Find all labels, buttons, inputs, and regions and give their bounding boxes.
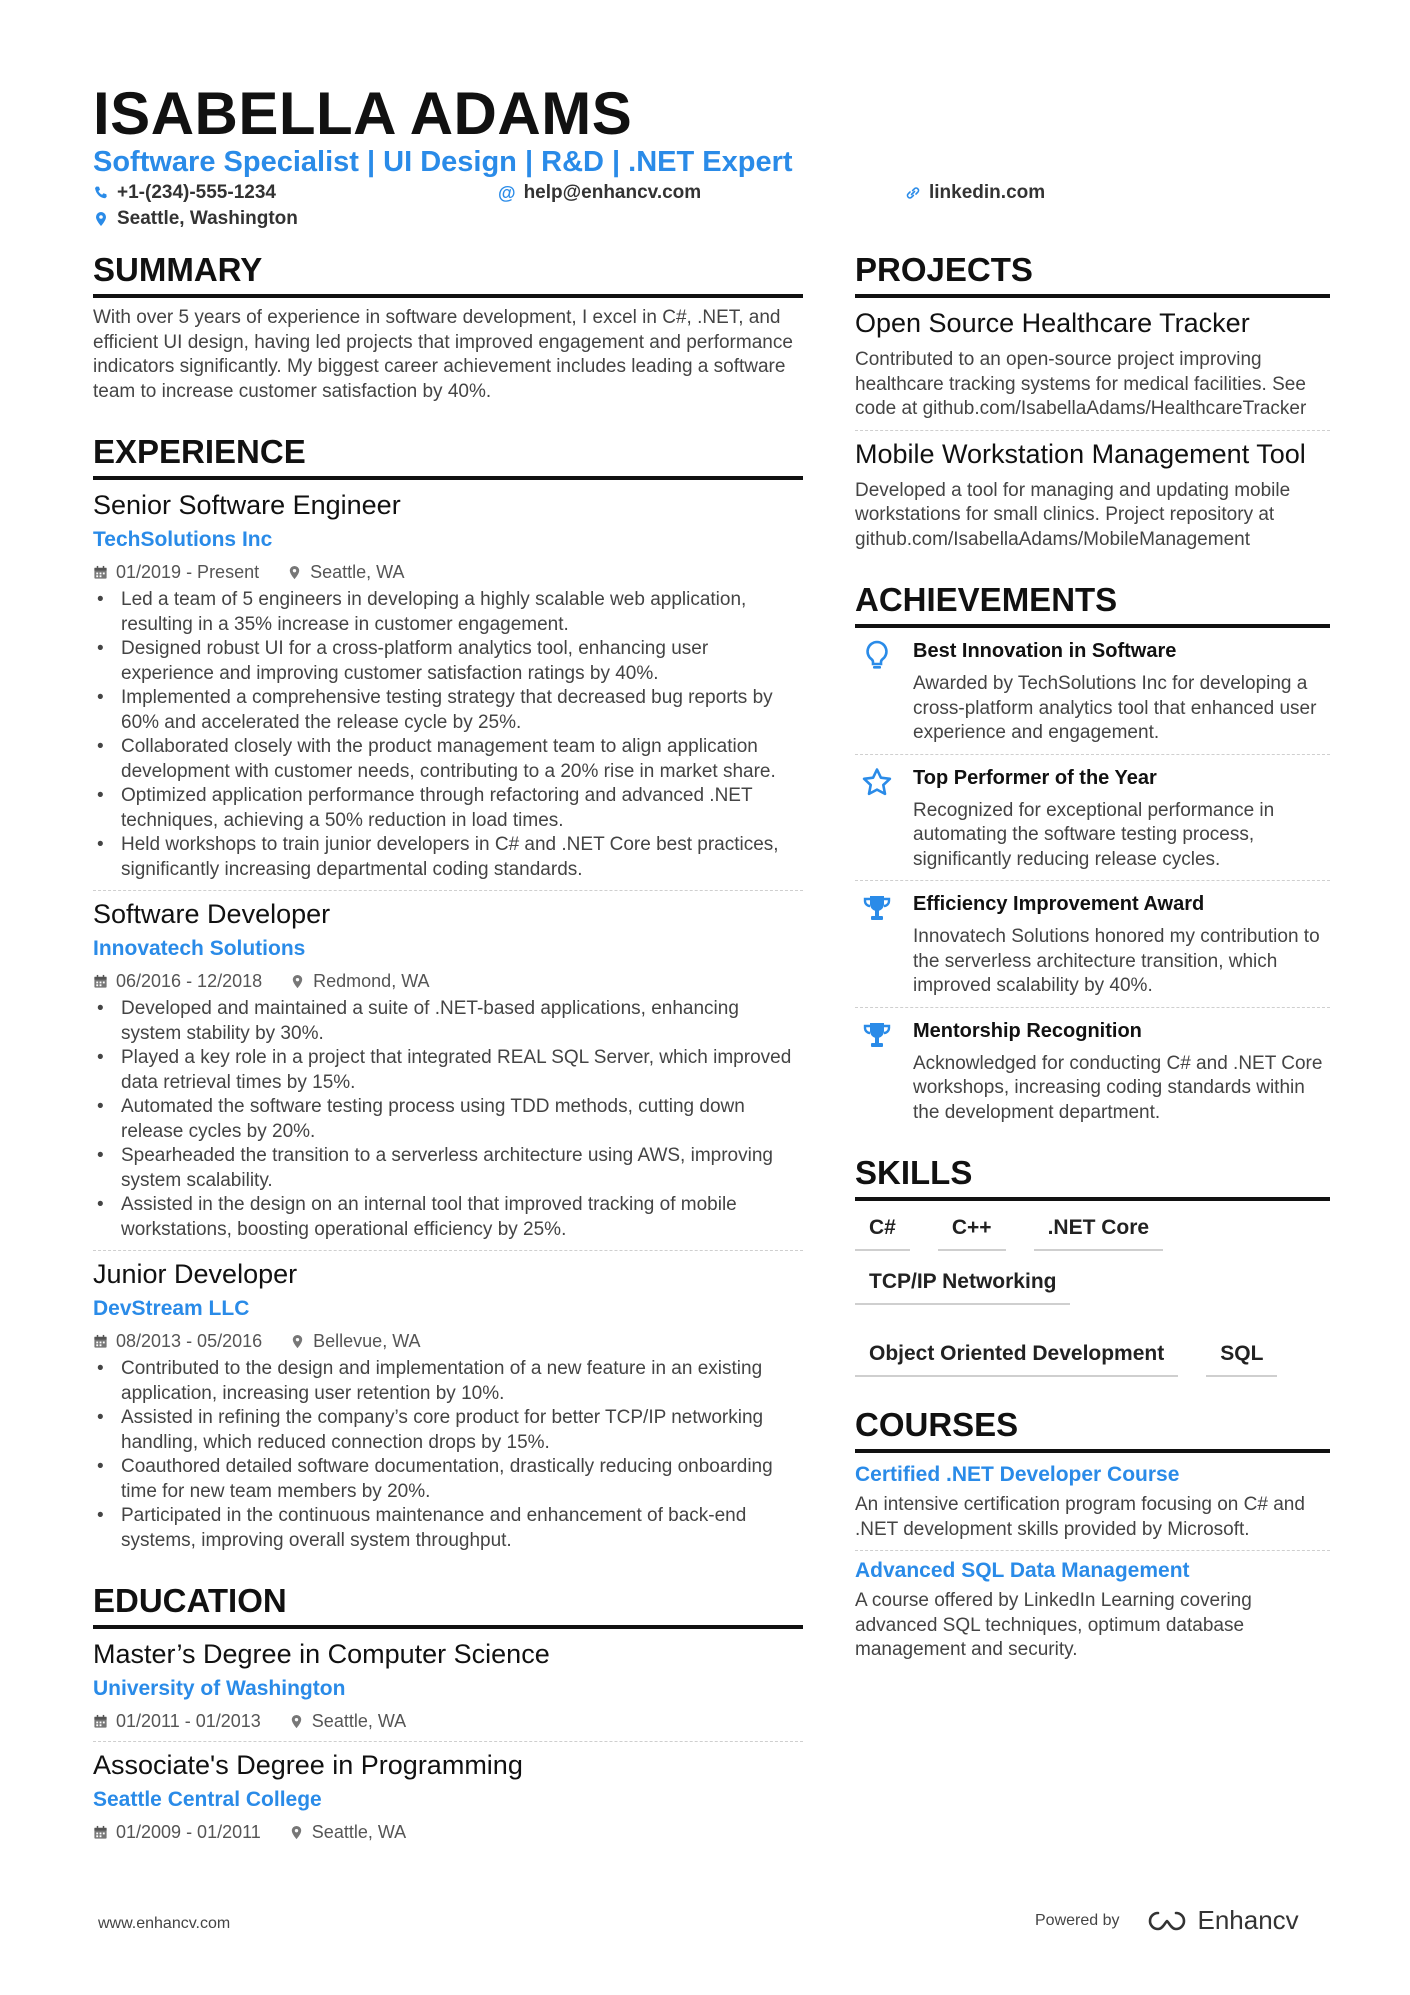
job-location: Seattle, WA [310,562,405,582]
bullet-item: • Participated in the continuous maintenance and enhancement of back-end systems, improving overall system throughput. [93,1504,803,1553]
job-bullets [93,1357,803,1553]
achievement-entry [855,765,1330,873]
bullet-item: • Spearheaded the transition to a serverless architecture using AWS, improving system scalability. [93,1144,803,1193]
footer-branding [1035,1905,1299,1936]
calendar-icon [93,974,108,989]
bullet-item: • Contributed to the design and implementation of a new feature in an existing application, increasing user retention by 10%. [93,1357,803,1406]
project-entry [855,437,1330,553]
location-pin-icon [287,565,302,580]
job-location: Redmond, WA [313,971,430,991]
project-description: Contributed to an open-source project improving healthcare tracking systems for medical facilities. See code at github.com/IsabellaAdams/HealthcareTracker [855,349,1307,419]
achievement-entry [855,1018,1330,1126]
calendar-icon [93,565,108,580]
contact-location [93,207,298,231]
school-name: Seattle Central College [93,1788,322,1811]
job-meta [93,969,803,993]
achievement-description: Awarded by TechSolutions Inc for developing a cross-platform analytics tool that enhanced user experience and engagement. [913,673,1317,743]
education-entry [93,1748,803,1844]
calendar-icon [93,1334,108,1349]
achievement-title: Mentorship Recognition [913,1019,1142,1042]
entry-divider [93,1250,803,1251]
education-location: Seattle, WA [311,1822,407,1842]
entry-divider [855,754,1330,755]
linkedin-text: linkedin.com [929,182,1046,203]
bullet-item: • Assisted in the design on an internal tool that improved tracking of mobile workstations, boosting operational efficiency by 25%. [93,1193,803,1242]
bullet-item: • Developed and maintained a suite of .NET-based applications, enhancing system stability by 30%. [93,997,803,1046]
skill-tag: Object Oriented Development [855,1341,1178,1377]
achievements-heading: ACHIEVEMENTS [855,580,1330,628]
location-pin-icon [289,1825,304,1840]
star-icon [862,767,892,799]
achievement-description: Acknowledged for conducting C# and .NET Core workshops, increasing coding standards within the development department. [913,1052,1323,1123]
entry-divider [855,1007,1330,1008]
degree-title: Master’s Degree in Computer Science [93,1639,550,1669]
project-entry [855,306,1330,422]
bullet-item: • Assisted in refining the company’s core product for better TCP/IP networking handling, which reduced connection drops by 15%. [93,1406,803,1455]
course-entry [855,1557,1330,1663]
education-meta [93,1709,803,1733]
left-column [93,250,803,1844]
email-text: help@enhancv.com [523,182,702,203]
project-name: Open Source Healthcare Tracker [855,308,1250,338]
skills-heading: SKILLS [855,1153,1330,1201]
job-dates: 01/2019 - Present [116,562,260,582]
course-description: An intensive certification program focusing on C# and .NET development skills provided by Microsoft. [855,1494,1305,1540]
achievement-title: Best Innovation in Software [913,640,1177,662]
project-description: Developed a tool for managing and updating mobile workstations for small clinics. Project repository at github.com/IsabellaAdams/MobileManagement [855,479,1291,550]
enhancv-logo-icon [1144,1909,1190,1933]
bullet-item: • Automated the software testing process using TDD methods, cutting down release cycles by 20%. [93,1095,803,1144]
location-pin-icon [290,1334,305,1349]
education-heading: EDUCATION [93,1581,803,1629]
summary-text: With over 5 years of experience in software development, I excel in C#, .NET, and efficient UI design, having led projects that improved engagement and performance indicators significantly. My biggest career achievement includes leading a software team to increase customer satisfaction by 40%. [93,307,793,402]
summary-heading: SUMMARY [93,250,803,298]
achievement-entry [855,891,1330,999]
brand-name: Enhancv [1197,1905,1299,1935]
enhancv-logo[interactable] [1144,1905,1299,1936]
job-title: Software Developer [93,899,331,929]
education-dates: 01/2011 - 01/2013 [116,1711,261,1731]
location-text: Seattle, Washington [117,208,298,229]
link-icon [905,185,921,201]
skill-tag: TCP/IP Networking [855,1269,1070,1305]
bullet-item: • Played a key role in a project that integrated REAL SQL Server, which improved data retrieval times by 15%. [93,1046,803,1095]
course-name: Certified .NET Developer Course [855,1463,1180,1486]
contact-linkedin[interactable] [905,181,1045,205]
calendar-icon [93,1714,108,1729]
course-name: Advanced SQL Data Management [855,1559,1190,1582]
experience-heading: EXPERIENCE [93,432,803,480]
project-name: Mobile Workstation Management Tool [855,438,1306,469]
experience-entry [93,897,803,1242]
course-description: A course offered by LinkedIn Learning covering advanced SQL techniques, optimum database management and security. [855,1590,1252,1660]
entry-divider [93,1741,803,1742]
projects-heading: PROJECTS [855,250,1330,298]
education-meta [93,1820,803,1844]
location-pin-icon [289,1714,304,1729]
bullet-item: • Coauthored detailed software documentation, drastically reducing onboarding time for new team members by 20%. [93,1455,803,1504]
bullet-item: • Designed robust UI for a cross-platform analytics tool, enhancing user experience and improving customer satisfaction ratings by 40%. [93,637,803,686]
trophy-icon [862,893,892,925]
contact-phone[interactable] [93,181,276,205]
location-pin-icon [290,974,305,989]
job-dates: 06/2016 - 12/2018 [116,971,263,991]
experience-entry [93,1257,803,1553]
job-dates: 08/2013 - 05/2016 [116,1331,263,1351]
job-meta [93,1329,803,1353]
bullet-item: • Implemented a comprehensive testing strategy that decreased bug reports by 60% and accelerated the release cycle by 25%. [93,686,803,735]
education-location: Seattle, WA [311,1711,407,1731]
powered-by-text: Powered by [1035,1911,1120,1929]
right-column [855,250,1330,1663]
candidate-name: ISABELLA ADAMS [93,80,633,147]
company-name: DevStream LLC [93,1297,250,1320]
entry-divider [855,1550,1330,1551]
entry-divider [855,880,1330,881]
location-pin-icon [93,211,109,227]
school-name: University of Washington [93,1677,346,1700]
achievement-description: Innovatech Solutions honored my contribution to the serverless architecture transition, which improved scalability by 40%. [913,926,1320,996]
trophy-icon [862,1020,892,1052]
entry-divider [93,890,803,891]
skill-tag: C++ [938,1215,1006,1251]
achievement-title: Efficiency Improvement Award [913,893,1205,915]
bullet-item: • Optimized application performance through refactoring and advanced .NET techniques, achieving a 50% reduction in load times. [93,784,803,833]
achievement-title: Top Performer of the Year [913,766,1157,789]
job-location: Bellevue, WA [313,1331,421,1351]
experience-entry [93,488,803,882]
skill-tag: SQL [1206,1341,1277,1377]
company-name: Innovatech Solutions [93,937,306,960]
courses-heading: COURSES [855,1405,1330,1453]
job-title: Junior Developer [93,1259,298,1289]
job-bullets [93,997,803,1242]
education-dates: 01/2009 - 01/2011 [116,1822,261,1842]
calendar-icon [93,1825,108,1840]
skills-list [855,1215,1330,1377]
phone-text: +1-(234)-555-1234 [117,182,276,203]
lightbulb-icon [862,640,892,672]
job-meta [93,560,803,584]
achievement-entry [855,638,1330,746]
entry-divider [855,430,1330,431]
degree-title: Associate's Degree in Programming [93,1750,523,1780]
footer-website[interactable]: www.enhancv.com [98,1915,231,1932]
course-entry [855,1461,1330,1542]
phone-icon [93,185,109,201]
bullet-item: • Held workshops to train junior developers in C# and .NET Core best practices, significantly increasing departmental coding standards. [93,833,803,882]
skill-tag: .NET Core [1034,1215,1164,1251]
education-entry [93,1637,803,1733]
at-icon: @ [498,183,516,203]
achievement-description: Recognized for exceptional performance in automating the software testing process, significantly reducing release cycles. [913,799,1275,870]
bullet-item: • Led a team of 5 engineers in developing a highly scalable web application, resulting in a 35% increase in customer engagement. [93,588,803,637]
skill-tag: C# [855,1215,910,1251]
headline: Software Specialist | UI Design | R&D | .NET Expert [93,146,793,178]
company-name: TechSolutions Inc [93,528,273,551]
job-bullets [93,588,803,882]
contact-email[interactable] [498,181,701,205]
job-title: Senior Software Engineer [93,490,401,520]
bullet-item: • Collaborated closely with the product management team to align application development with customer needs, contributing to a 20% rise in market share. [93,735,803,784]
